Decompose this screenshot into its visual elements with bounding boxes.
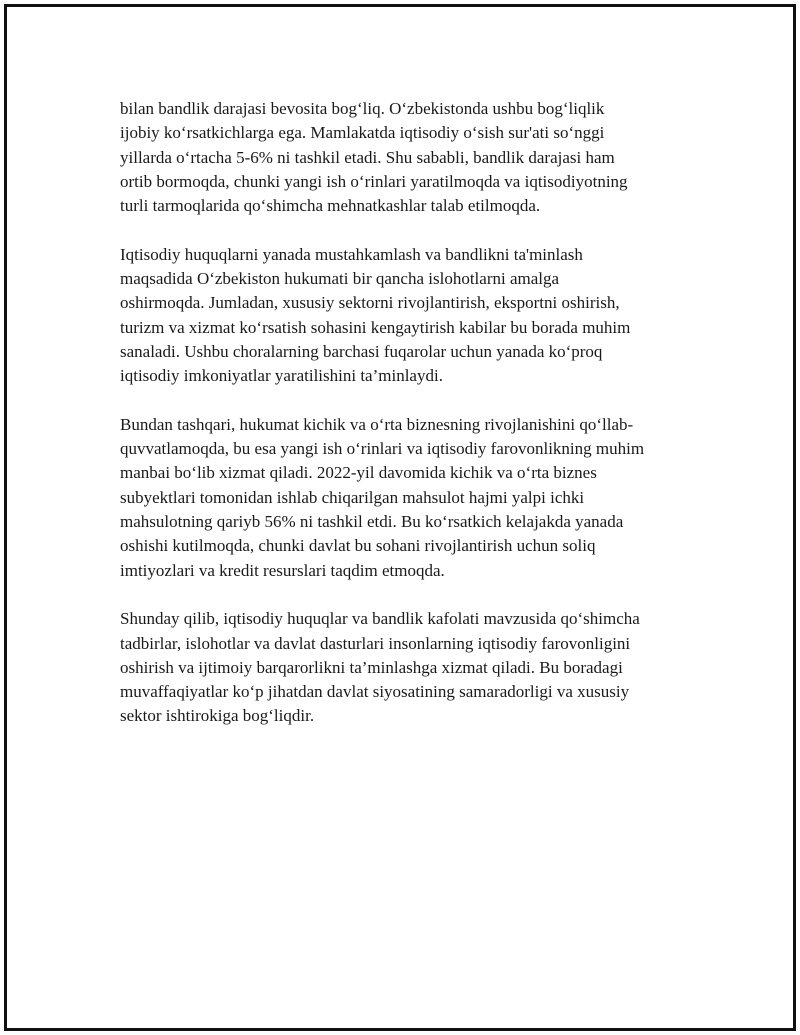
document-page <box>4 4 796 1031</box>
paragraph-line: sektor ishtirokiga bog‘liqdir. <box>120 706 315 726</box>
paragraph-line: oshirmoqda. Jumladan, xususiy sektorni rivojlantirish, eksportni oshirish, <box>120 293 620 313</box>
paragraph-line: quvvatlamoqda, bu esa yangi ish o‘rinlari va iqtisodiy farovonlikning muhim <box>120 439 645 459</box>
paragraph-4 <box>120 607 700 728</box>
paragraph-line: turizm va xizmat ko‘rsatish sohasini kengaytirish kabilar bu borada muhim <box>120 317 631 337</box>
paragraph-line: ijobiy ko‘rsatkichlarga ega. Mamlakatda iqtisodiy o‘sish sur'ati so‘nggi <box>120 123 605 143</box>
paragraph-3 <box>120 413 700 583</box>
paragraph-line: Shunday qilib, iqtisodiy huquqlar va bandlik kafolati mavzusida qo‘shimcha <box>120 609 640 629</box>
paragraph-line: oshirish va ijtimoiy barqarorlikni ta’minlashga xizmat qiladi. Bu boradagi <box>120 657 623 677</box>
paragraph-line: maqsadida O‘zbekiston hukumati bir qancha islohotlarni amalga <box>120 269 560 289</box>
paragraph-1 <box>120 97 700 218</box>
paragraph-line: muvaffaqiyatlar ko‘p jihatdan davlat siyosatining samaradorligi va xususiy <box>120 682 630 702</box>
paragraph-line: Iqtisodiy huquqlarni yanada mustahkamlash va bandlikni ta'minlash <box>120 244 583 264</box>
document-body <box>120 97 700 753</box>
paragraph-line: subyektlari tomonidan ishlab chiqarilgan mahsulot hajmi yalpi ichki <box>120 487 585 507</box>
paragraph-line: bilan bandlik darajasi bevosita bog‘liq. O‘zbekistonda ushbu bog‘liqlik <box>120 99 605 118</box>
paragraph-line: oshishi kutilmoqda, chunki davlat bu sohani rivojlantirish uchun soliq <box>120 536 596 556</box>
paragraph-line: imtiyozlari va kredit resurslari taqdim etmoqda. <box>120 560 445 580</box>
paragraph-line: manbai bo‘lib xizmat qiladi. 2022-yil davomida kichik va o‘rta biznes <box>120 463 597 483</box>
paragraph-line: Bundan tashqari, hukumat kichik va o‘rta biznesning rivojlanishini qo‘llab- <box>120 414 634 434</box>
paragraph-line: sanaladi. Ushbu choralarning barchasi fuqarolar uchun yanada ko‘proq <box>120 341 603 361</box>
paragraph-line: iqtisodiy imkoniyatlar yaratilishini ta’minlaydi. <box>120 366 443 386</box>
paragraph-line: turli tarmoqlarida qo‘shimcha mehnatkashlar talab etilmoqda. <box>120 196 541 216</box>
paragraph-line: yillarda o‘rtacha 5-6% ni tashkil etadi. Shu sababli, bandlik darajasi ham <box>120 147 615 167</box>
paragraph-line: mahsulotning qariyb 56% ni tashkil etdi. Bu ko‘rsatkich kelajakda yanada <box>120 512 624 532</box>
paragraph-line: ortib bormoqda, chunki yangi ish o‘rinlari yaratilmoqda va iqtisodiyotning <box>120 171 628 191</box>
paragraph-line: tadbirlar, islohotlar va davlat dasturlari insonlarning iqtisodiy farovonligini <box>120 633 631 653</box>
paragraph-2 <box>120 243 700 389</box>
